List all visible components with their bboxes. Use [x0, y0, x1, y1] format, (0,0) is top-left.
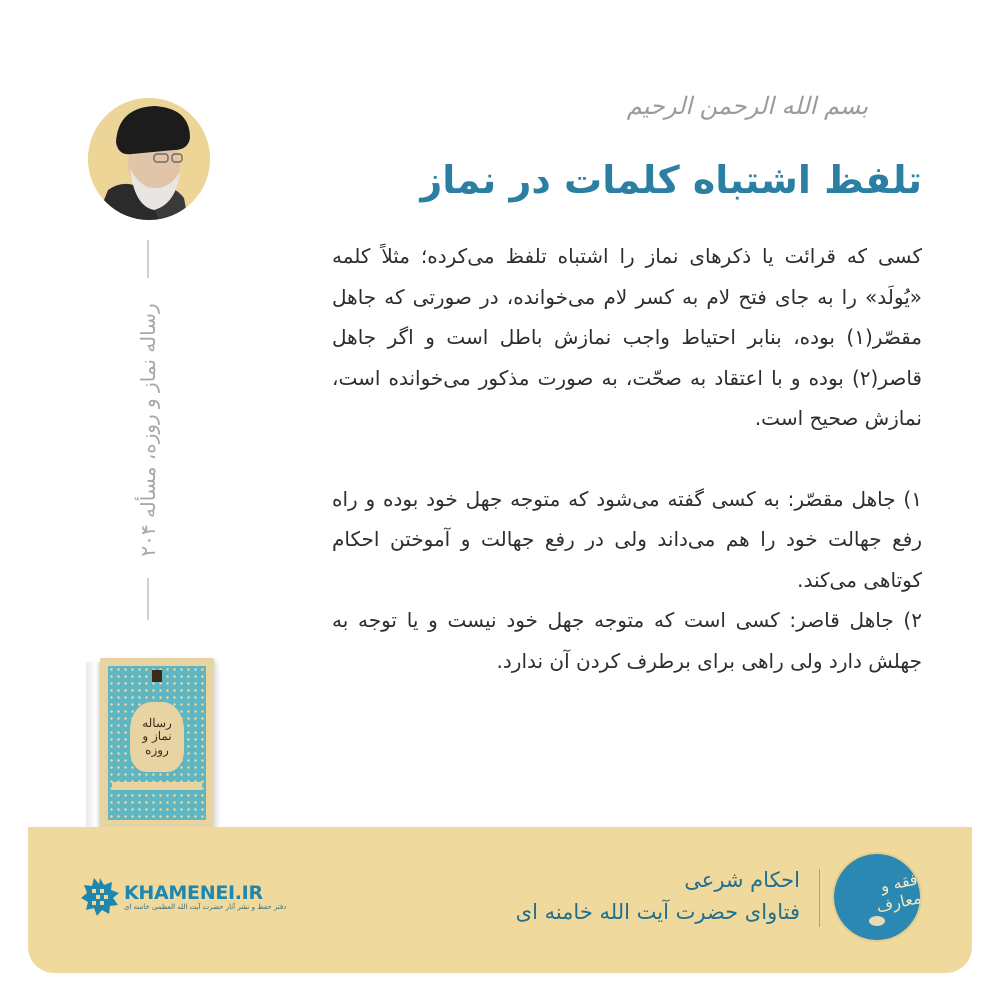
footnote-2: ۲) جاهل قاصر: کسی است که متوجه جهل خود نیست و یا توجه به جهلش دارد ولی راهی برای برطرف کردن آن ندارد.: [332, 608, 922, 673]
book-title-line-3: روزه: [145, 742, 169, 757]
book-cover: [100, 658, 214, 828]
footnote-1: ۱) جاهل مقصّر: به کسی گفته می‌شود که متوجه جهل خود بوده و راه رفع جهالت خود را هم می‌داند ولی در رفع جهالت و آموختن احکام کوتاهی می‌کند.: [332, 486, 922, 592]
body-text: [332, 236, 922, 681]
side-divider-bottom: [147, 578, 149, 620]
side-divider-top: [147, 240, 149, 278]
book-subtitle-strip: [112, 782, 202, 790]
bismillah-calligraphy: بسم الله الرحمن الرحیم: [626, 92, 868, 120]
site-subtitle: دفتر حفظ و نشر آثار حضرت آیت الله العظمی خامنه ای: [124, 902, 287, 911]
footer-band: [28, 827, 972, 973]
badge-text: فقه و معارف: [874, 869, 924, 917]
page-title: تلفظ اشتباه کلمات در نماز: [420, 158, 922, 202]
star-emblem-icon: [80, 877, 120, 917]
source-reference-label: رساله نماز و روزه، مسأله ۲۰۴: [136, 303, 160, 557]
khamenei-ir-logo: [80, 877, 286, 917]
book-title-line-1: رساله: [142, 716, 172, 731]
footer-divider: [819, 869, 820, 927]
feqh-maaref-logo-icon: [834, 854, 924, 940]
book-title: [130, 702, 184, 772]
side-label-container: [128, 240, 168, 620]
book-emblem-icon: [152, 670, 162, 682]
ruling-paragraph: کسی که قرائت یا ذکرهای نماز را اشتباه تلفظ می‌کرده؛ مثلاً کلمه «یُولَد» را به جای فتح لام به کسر لام می‌خوانده، در صورتی که جاهل مقصّر(۱) بوده، بنابر احتیاط واجب نمازش باطل است و اگر جاهل قاصر(۲) بوده و با اعتقاد به صحّت، به صورت مذکور می‌خوانده است، نمازش صحیح است.: [332, 244, 922, 430]
portrait-icon: [88, 98, 210, 220]
site-name: KHAMENEI.IR: [124, 881, 263, 904]
portrait-avatar: [88, 98, 210, 220]
footer-line-2: فتاوای حضرت آیت الله خامنه ای: [515, 900, 800, 924]
footer-caption: [516, 864, 800, 928]
footer-line-1: احکام شرعی: [684, 868, 800, 892]
seal-icon: [869, 916, 885, 926]
paragraph-spacer: [332, 439, 922, 479]
book-cover-image: [86, 652, 214, 837]
book-title-line-2: نماز و: [142, 729, 172, 744]
book-pattern: [108, 666, 206, 820]
